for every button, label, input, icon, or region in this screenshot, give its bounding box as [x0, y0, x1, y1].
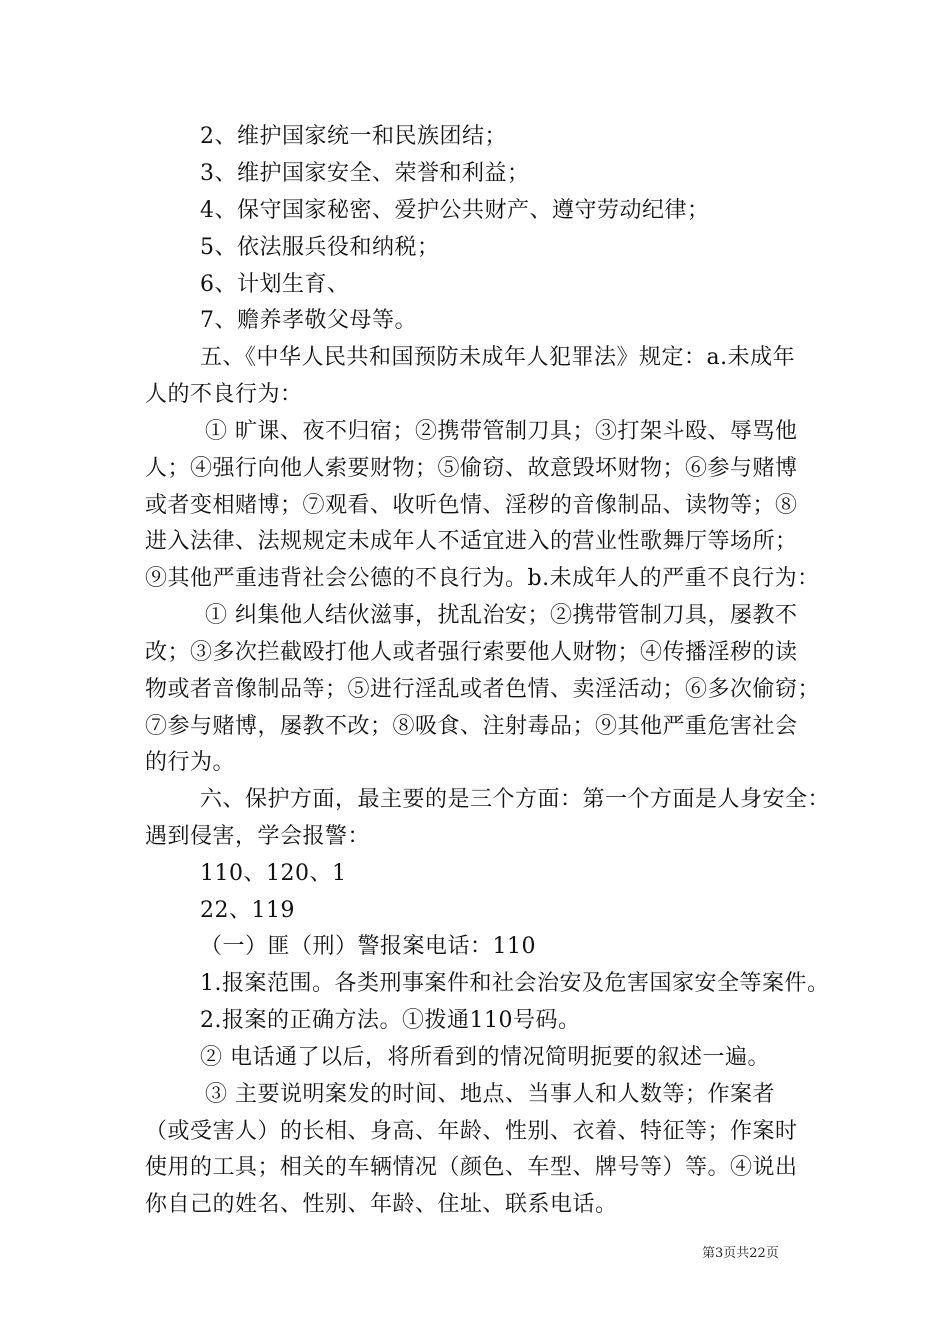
text-line: 2、维护国家统一和民族团结；: [200, 124, 507, 149]
text-line: 使用的工具；相关的车辆情况（颜色、车型、牌号等）等。④说出: [145, 1155, 798, 1180]
text-line: ② 电话通了以后，将所看到的情况简明扼要的叙述一遍。: [200, 1045, 770, 1070]
text-line: 五、《中华人民共和国预防未成年人犯罪法》规定：a.未成年: [200, 345, 796, 370]
text-line: （一）匪（刑）警报案电话：110: [200, 934, 536, 959]
text-line: 22、119: [200, 898, 295, 923]
text-line: ⑦参与赌博，屡教不改；⑧吸食、注射毒品；⑨其他严重危害社会: [145, 714, 798, 739]
text-line: 或者变相赌博；⑦观看、收听色情、淫秽的音像制品、读物等；⑧: [145, 493, 798, 518]
text-line: ① 纠集他人结伙滋事，扰乱治安；②携带管制刀具，屡教不: [205, 603, 798, 628]
text-line: 110、120、1: [200, 861, 347, 886]
text-line: 你自己的姓名、性别、年龄、住址、联系电话。: [145, 1192, 618, 1217]
text-line: （或受害人）的长相、身高、年龄、性别、衣着、特征等；作案时: [145, 1119, 798, 1144]
text-line: 6、计划生育、: [200, 272, 350, 297]
text-line: 物或者音像制品等；⑤进行淫乱或者色情、卖淫活动；⑥多次偷窃；: [145, 677, 821, 702]
text-line: 进入法律、法规规定未成年人不适宜进入的营业性歌舞厅等场所；: [145, 529, 798, 554]
text-line: 3、维护国家安全、荣誉和利益；: [200, 161, 530, 186]
text-line: 2.报案的正确方法。①拨通110号码。: [200, 1008, 581, 1033]
text-line: 7、赡养孝敬父母等。: [200, 308, 417, 333]
text-line: 人的不良行为：: [145, 382, 303, 407]
text-line: ③ 主要说明案发的时间、地点、当事人和人数等；作案者: [205, 1082, 775, 1107]
text-line: ① 旷课、夜不归宿；②携带管制刀具；③打架斗殴、辱骂他: [205, 419, 798, 444]
text-line: 遇到侵害，学会报警：: [145, 824, 371, 849]
text-line: 1.报案范围。各类刑事案件和社会治安及危害国家安全等案件。: [200, 971, 830, 996]
page-number: 第3页共22页: [702, 1246, 779, 1261]
text-line: 的行为。: [145, 750, 236, 775]
text-line: 4、保守国家秘密、爱护公共财产、遵守劳动纪律；: [200, 198, 710, 223]
text-line: 六、保护方面，最主要的是三个方面：第一个方面是人身安全：: [200, 787, 831, 812]
text-line: 人；④强行向他人索要财物；⑤偷窃、故意毁坏财物；⑥参与赌博: [145, 456, 798, 481]
text-line: 改；③多次拦截殴打他人或者强行索要他人财物；④传播淫秽的读: [145, 640, 798, 665]
text-line: 5、依法服兵役和纳税；: [200, 235, 440, 260]
text-line: ⑨其他严重违背社会公德的不良行为。b.未成年人的严重不良行为：: [145, 566, 820, 591]
